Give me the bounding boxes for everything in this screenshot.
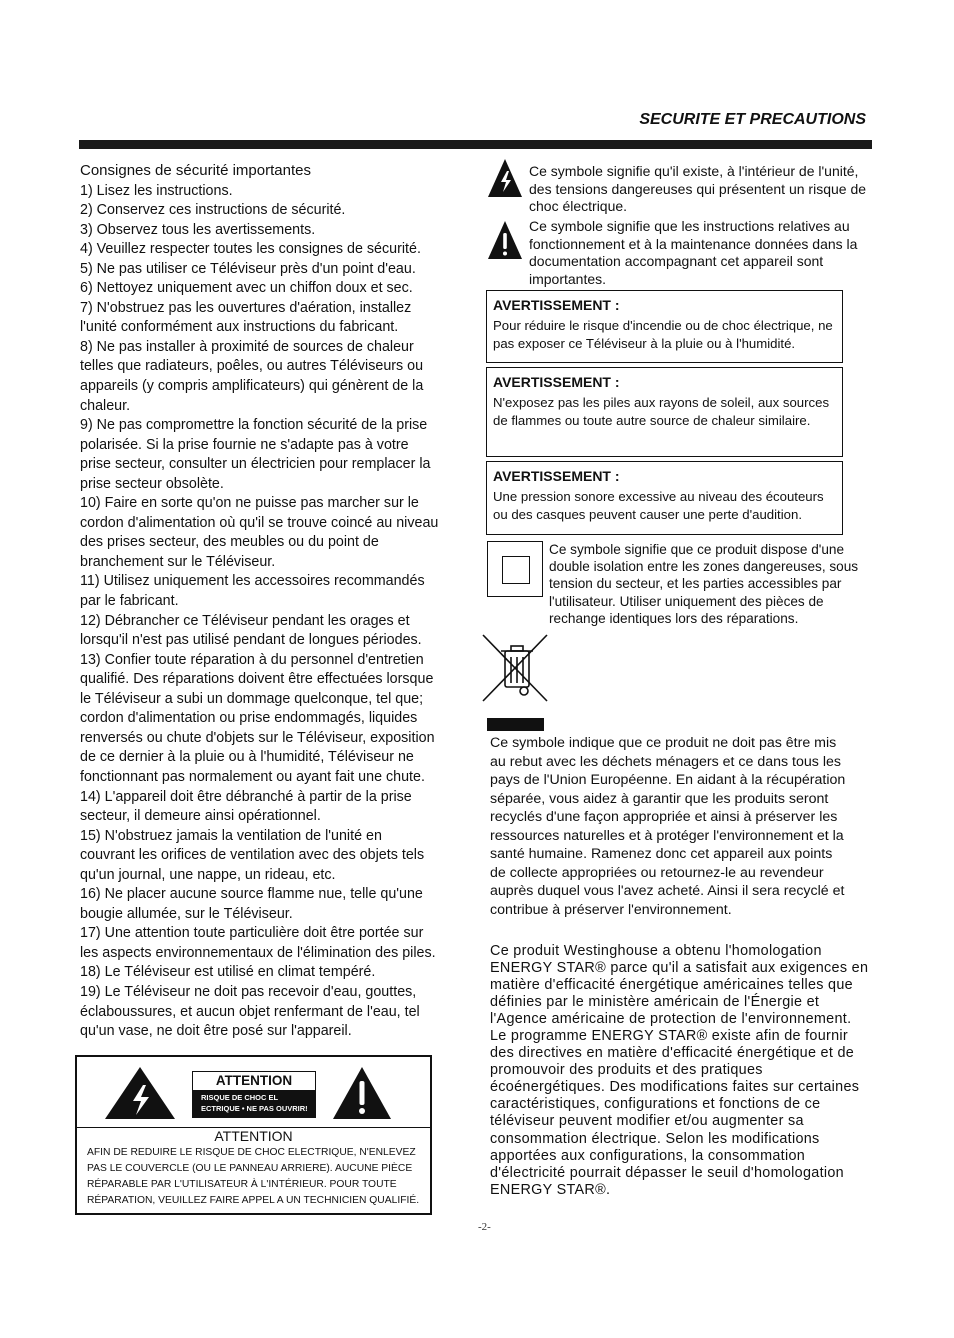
instruction-line: 13) Confier toute réparation à du personnel d'entretien (80, 651, 424, 668)
page-title: SECURITE ET PRECAUTIONS (639, 111, 866, 128)
double-insulation-icon (487, 541, 543, 597)
header-rule (79, 140, 872, 149)
instruction-line: 16) Ne placer aucune source flamme nue, telle qu'une (80, 886, 423, 903)
instruction-line: bougie allumée, sur le Téléviseur. (80, 905, 293, 922)
instruction-line: branchement sur le Téléviseur. (80, 553, 276, 570)
instruction-line: 6) Nettoyez uniquement avec un chiffon doux et sec. (80, 280, 413, 297)
instruction-line: par le fabricant. (80, 593, 179, 610)
double-insulation-text: Ce symbole signifie que ce produit dispose d'une double isolation entre les zones dangereuses, sous tension du secteur, et les parties accessibles par l'utilisateur. Utiliser uniquement des pièces de rechange identiques lors des réparations. (549, 542, 859, 626)
instruction-line: 8) Ne pas installer à proximité de sources de chaleur (80, 338, 414, 355)
instruction-line: le Téléviseur a subi un dommage quelconque, tel que; (80, 690, 424, 707)
instruction-line: 14) L'appareil doit être débranché à partir de la prise (80, 788, 412, 805)
warning-box-hearing: AVERTISSEMENT : Une pression sonore excessive au niveau des écouteurs ou des casques peuvent causer une perte d'audition. (486, 461, 843, 535)
instruction-line: telles que radiateurs, poêles, ou autres Téléviseurs ou (80, 358, 424, 375)
instruction-line: polarisée. Si la prise fournie ne s'adapte pas à votre (80, 436, 409, 453)
weee-bar (487, 718, 544, 731)
instruction-line: 15) N'obstruez jamais la ventilation de l'unité en (80, 827, 382, 844)
lightning-warning-icon (103, 1065, 177, 1121)
instruction-line: 9) Ne pas compromettre la fonction sécurité de la prise (80, 417, 428, 434)
attention-text-line: RÉPARABLE PAR L'UTILISATEUR À L'INTÉRIEUR. POUR TOUTE (87, 1179, 397, 1190)
instruction-line: qualifié. Des réparations doivent être effectuées lorsque (80, 671, 434, 688)
instruction-line: cordon d'alimentation ou prise endommagés, liquides (80, 710, 418, 727)
instruction-line: 4) Veuillez respecter toutes les consignes de sécurité. (80, 241, 421, 258)
exclamation-warning-icon (487, 220, 523, 260)
instruction-line: prise secteur obsolète. (80, 475, 224, 492)
energy-star-text: Ce produit Westinghouse a obtenu l'homologation ENERGY STAR® parce qu'il a satisfait aux exigences en matière d'efficacité énergétique américaines telles que définies par le ministère américain de l'Énergie et l'Agence américaine de protection de l'environnement. Le programme ENERGY STAR® existe afin de fournir des directives en matière d'efficacité énergétique et de promouvoir des produits et des pratiques écoénergétiques. Des modifications faites sur certaines caractéristiques, configurations et fonctions de ce téléviseur peuvent modifier et/ou augmenter sa consommation électrique. Selon les modifications apportées aux configurations, la consommation d'électricité pourrait dépasser le seuil d'homologation ENERGY STAR®. (490, 943, 869, 1198)
instruction-line: 17) Une attention toute particulière doit être portée sur (80, 925, 424, 942)
warning-box-batteries: AVERTISSEMENT : N'exposez pas les piles aux rayons de soleil, aux sources de flammes ou toute autre source de chaleur similaire. (486, 367, 843, 457)
instruction-line: 11) Utilisez uniquement les accessoires recommandés (80, 573, 425, 590)
instruction-line: 5) Ne pas utiliser ce Téléviseur près d'un point d'eau. (80, 260, 416, 277)
instruction-line: de ce dernier à la pluie ou à l'humidité, Téléviseur ne (80, 749, 414, 766)
lightning-symbol-text: Ce symbole signifie qu'il existe, à l'intérieur de l'unité, des tensions dangereuses qui présentent un risque de choc électrique. (529, 163, 867, 214)
attention-heading: ATTENTION (214, 1128, 293, 1144)
attention-text (87, 1145, 427, 1209)
lightning-warning-icon (487, 158, 523, 198)
instruction-line: chaleur. (80, 397, 131, 414)
attention-text-line: RÉPARATION, VEUILLEZ FAIRE APPEL A UN TECHNICIEN QUALIFIÉ. (87, 1195, 420, 1206)
instruction-line: prise secteur, consulter un électricien pour remplacer la (80, 456, 431, 473)
instruction-line: 3) Observez tous les avertissements. (80, 221, 316, 238)
crossed-out-bin-icon (481, 631, 551, 705)
instructions-heading: Consignes de sécurité importantes (80, 162, 311, 179)
attention-banner (77, 1057, 430, 1128)
instruction-line: qu'un journal, une nappe, un rideau, etc. (80, 866, 336, 883)
attention-box (75, 1055, 432, 1215)
instruction-line: 12) Débrancher ce Téléviseur pendant les orages et (80, 612, 410, 629)
instruction-line: les aspects environnementaux de l'élimination des piles. (80, 944, 436, 961)
instruction-line: fonctionnant pas normalement ou ayant fait une chute. (80, 768, 425, 785)
instruction-line: l'unité conformément aux instructions du fabricant. (80, 319, 399, 336)
instruction-line: qu'un vase, ne doit être posé sur l'appareil. (80, 1023, 352, 1040)
instruction-line: 2) Conservez ces instructions de sécurité. (80, 202, 346, 219)
instruction-line: 19) Le Téléviseur ne doit pas recevoir d'eau, gouttes, (80, 983, 417, 1000)
instruction-line: cordon d'alimentation où qu'il se trouve coincé au niveau (80, 514, 439, 531)
instruction-line: couvrant les orifices de ventilation avec des objets tels (80, 847, 425, 864)
attention-label: ATTENTION RISQUE DE CHOC EL ECTRIQUE • NE PAS OUVRIR! (192, 1071, 316, 1118)
instruction-line: éclaboussures, et aucun objet renfermant de l'eau, tel (80, 1003, 420, 1020)
instruction-line: lorsqu'il n'est pas utilisé pendant de longues périodes. (80, 632, 422, 649)
instruction-line: secteur, il demeure ainsi opérationnel. (80, 808, 321, 825)
instruction-line: 1) Lisez les instructions. (80, 182, 233, 199)
instruction-line: 7) N'obstruez pas les ouvertures d'aération, installez (80, 299, 412, 316)
instruction-line: des prises secteur, des meubles ou du point de (80, 534, 379, 551)
attention-text-line: PAS LE COUVERCLE (OU LE PANNEAU ARRIERE). AUCUNE PIÈCE (87, 1163, 413, 1174)
page-number: -2- (478, 1221, 491, 1233)
attention-text-line: AFIN DE REDUIRE LE RISQUE DE CHOC ELECTRIQUE, N'ENLEVEZ (87, 1147, 416, 1158)
weee-text: Ce symbole indique que ce produit ne doit pas être mis au rebut avec les déchets ménagers et ce dans tous les pays de l'Union Européenne. En aidant à la récupération séparée, vous aidez à garantir que les produits seront recyclés d'une façon appropriée et ainsi à préserver les ressources naturelles et à protéger l'environnement et la santé humaine. Ramenez donc cet appareil aux points de collecte appropriées ou retournez-le au revendeur auprès duquel vous l'avez acheté. Ainsi il sera recyclé et contribue à préserver l'environnement. (490, 735, 846, 918)
instructions-list (80, 182, 468, 1042)
exclamation-symbol-text: Ce symbole signifie que les instructions relatives au fonctionnement et à la maintenance données dans la documentation accompagnant cet appareil sont importantes. (529, 218, 858, 287)
warning-box-moisture: AVERTISSEMENT : Pour réduire le risque d'incendie ou de choc électrique, ne pas exposer ce Téléviseur à la pluie ou à l'humidité. (486, 290, 843, 363)
instruction-line: appareils (y compris amplificateurs) qui génèrent de la (80, 378, 424, 395)
instruction-line: renversés ou chute d'objets sur le Téléviseur, exposition (80, 729, 435, 746)
instruction-line: 10) Faire en sorte qu'on ne puisse pas marcher sur le (80, 495, 419, 512)
instruction-line: 18) Le Téléviseur est utilisé en climat tempéré. (80, 964, 376, 981)
safety-instructions (80, 161, 468, 1042)
exclamation-warning-icon (331, 1065, 393, 1121)
